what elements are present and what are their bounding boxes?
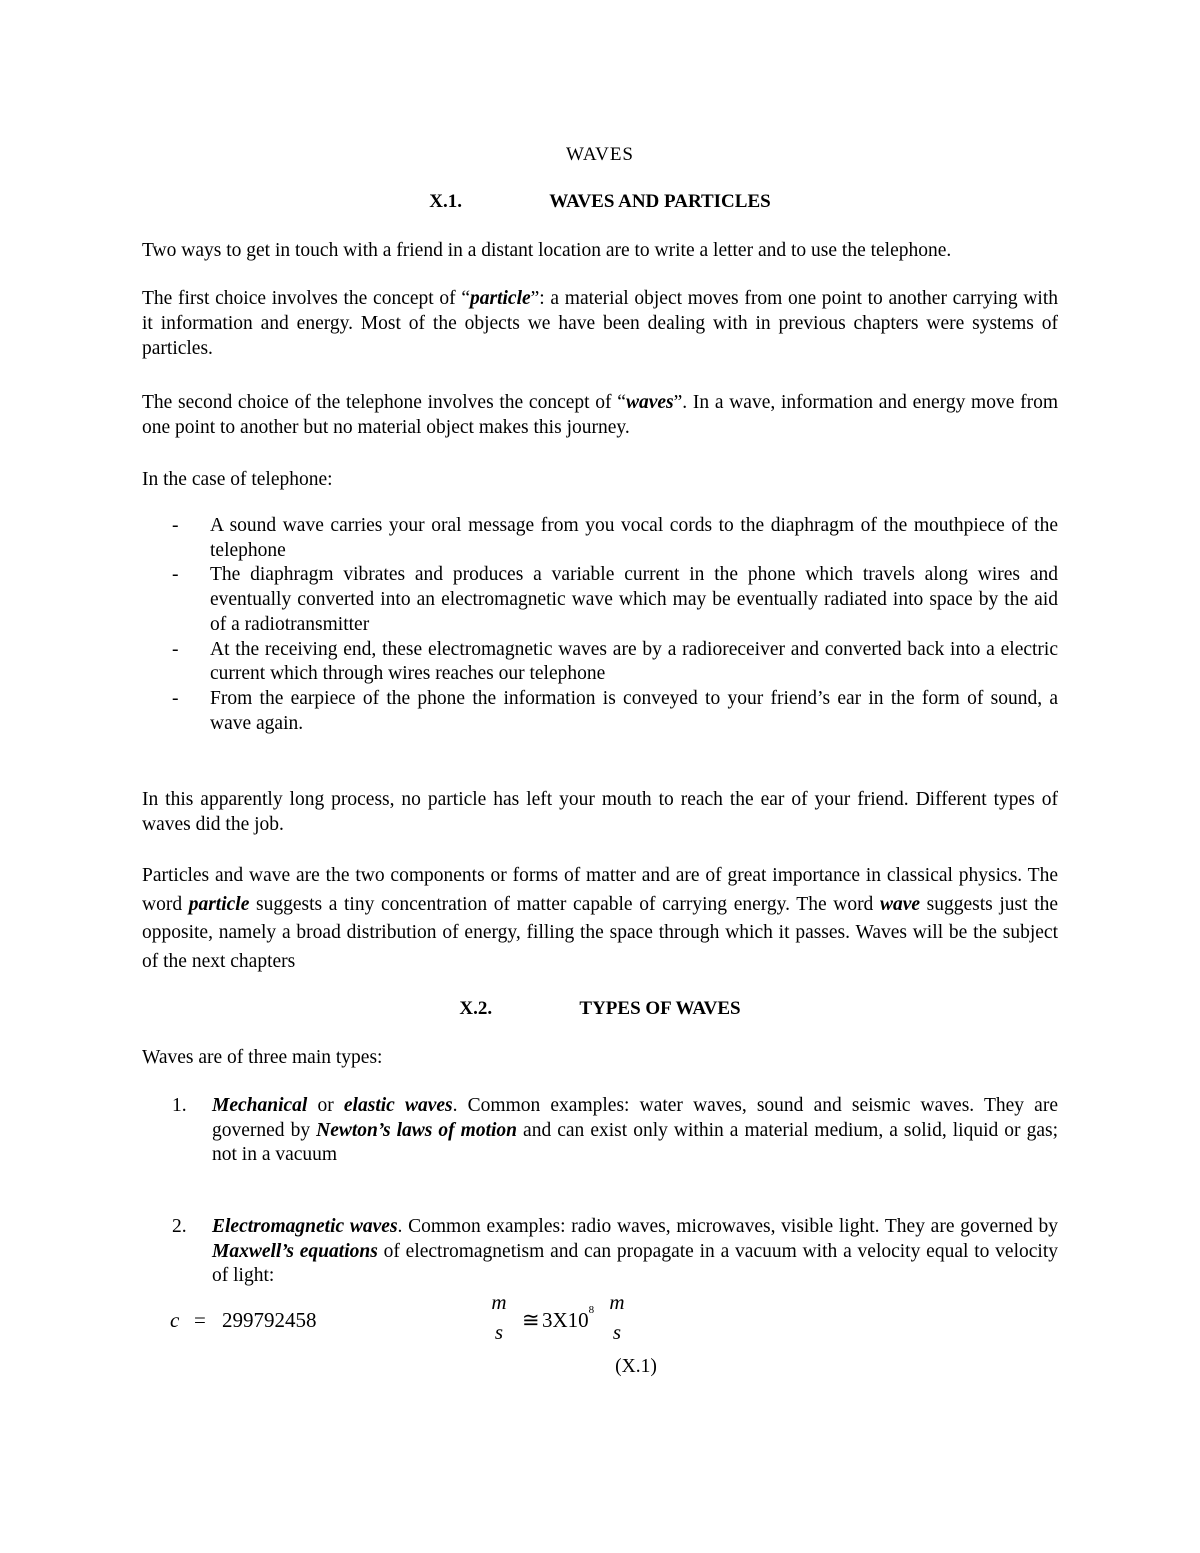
paragraph-waves <box>142 390 1058 440</box>
list-item-text: or <box>307 1095 344 1116</box>
paragraph-text: Particles and wave are the two components or forms of matter and are of great importance in classical physics. The word <box>142 865 1058 915</box>
dash-marker: - <box>172 564 179 586</box>
equation-number: (X.1) <box>615 1356 657 1377</box>
dash-marker: - <box>172 515 179 536</box>
paragraph-text: ”: a material object moves from one point to another carrying with it information and energy. Most of the objects we have been dealing with in previous chapters were systems of particles. <box>142 288 1058 359</box>
approx-mantissa: 3X10 <box>542 1308 589 1332</box>
list-item <box>172 563 1058 637</box>
list-item-text: The diaphragm vibrates and produces a variable current in the phone which travels along wires and eventually converted into an electromagnetic wave which may be eventually radiated into space by the aid of a radiotransmitter <box>210 564 1058 635</box>
section-heading-types-of-waves <box>0 996 1200 1021</box>
unit-denominator: s <box>494 1320 504 1344</box>
list-item <box>172 514 1058 563</box>
paragraph-particles-and-waves <box>142 862 1058 976</box>
term-particle: particle <box>188 893 250 915</box>
approx-value <box>542 1304 595 1333</box>
list-item-text: and can exist only within a material medium, a solid, liquid or gas; not in a vacuum <box>212 1119 1059 1165</box>
paragraph-particle <box>142 286 1058 361</box>
paragraph-text: ”. In a wave, information and energy move from one point to another but no material object makes this journey. <box>142 392 1059 438</box>
list-item <box>172 687 1058 736</box>
list-item-text: From the earpiece of the phone the information is conveyed to your friend’s ear in the form of sound, a wave again. <box>210 687 1058 734</box>
section-title: TYPES OF WAVES <box>579 998 741 1019</box>
paragraph-types-intro: Waves are of three main types: <box>142 1047 383 1068</box>
paragraph-text: suggests just the opposite, namely a broad distribution of energy, filling the space through which it passes. Waves will be the subject of the next chapters <box>142 893 1059 972</box>
term-electromagnetic-waves: Electromagnetic waves <box>212 1216 398 1237</box>
equation-value: 299792458 <box>222 1308 317 1332</box>
list-item-text: A sound wave carries your oral message from you vocal cords to the diaphragm of the mouthpiece of the telephone <box>210 515 1058 561</box>
equals-sign: = <box>194 1308 206 1332</box>
section-number: X.1. <box>429 191 463 212</box>
term-particle: particle <box>469 288 531 309</box>
list-number: 2. <box>172 1216 187 1237</box>
telephone-steps-list <box>172 514 1058 736</box>
paragraph-text: suggests a tiny concentration of matter capable of carrying energy. The word <box>249 893 880 915</box>
equation-lhs: c <box>170 1308 180 1332</box>
list-item-text: . Common examples: water waves, sound and seismic waves. They are governed by <box>212 1095 1058 1141</box>
paragraph-text: The first choice involves the concept of “ <box>142 288 470 309</box>
document-title: WAVES <box>566 144 634 165</box>
approx-exponent: 8 <box>588 1304 595 1316</box>
unit-numerator: m <box>491 1290 507 1314</box>
list-item <box>172 638 1058 687</box>
unit-numerator: m <box>609 1290 625 1314</box>
approx-sign: ≅ <box>522 1308 540 1332</box>
speed-of-light-equation <box>170 1290 625 1350</box>
list-item-text: of electromagnetism and can propagate in a vacuum with a velocity equal to velocity of light: <box>212 1240 1058 1286</box>
dash-marker: - <box>172 687 179 709</box>
list-item-electromagnetic <box>172 1215 1058 1289</box>
section-title: WAVES AND PARTICLES <box>549 191 771 212</box>
term-mechanical: Mechanical <box>212 1095 308 1116</box>
section-heading-waves-and-particles <box>0 189 1200 214</box>
term-newtons-laws: Newton’s laws of motion <box>316 1119 518 1141</box>
section-number: X.2. <box>459 998 493 1019</box>
paragraph-process: In this apparently long process, no particle has left your mouth to reach the ear of your friend. Different types of waves did the job. <box>142 789 1058 835</box>
list-item-text: . Common examples: radio waves, microwaves, visible light. They are governed by <box>397 1216 1058 1237</box>
list-number: 1. <box>172 1095 187 1116</box>
wave-types-list <box>172 1215 1058 1289</box>
paragraph-telephone-case: In the case of telephone: <box>142 469 333 490</box>
list-item-text: At the receiving end, these electromagnetic waves are by a radioreceiver and converted back into a electric current which through wires reaches our telephone <box>210 638 1058 685</box>
term-wave: wave <box>879 893 921 915</box>
term-maxwells-equations: Maxwell’s equations <box>212 1240 378 1262</box>
dash-marker: - <box>172 638 179 660</box>
wave-types-list <box>172 1094 1058 1168</box>
term-waves: waves <box>625 392 674 413</box>
paragraph-intro: Two ways to get in touch with a friend in a distant location are to write a letter and to use the telephone. <box>142 240 952 261</box>
term-elastic-waves: elastic waves <box>343 1095 453 1116</box>
paragraph-text: The second choice of the telephone involves the concept of “ <box>142 392 626 413</box>
list-item-mechanical <box>172 1094 1058 1168</box>
unit-denominator: s <box>612 1320 622 1344</box>
